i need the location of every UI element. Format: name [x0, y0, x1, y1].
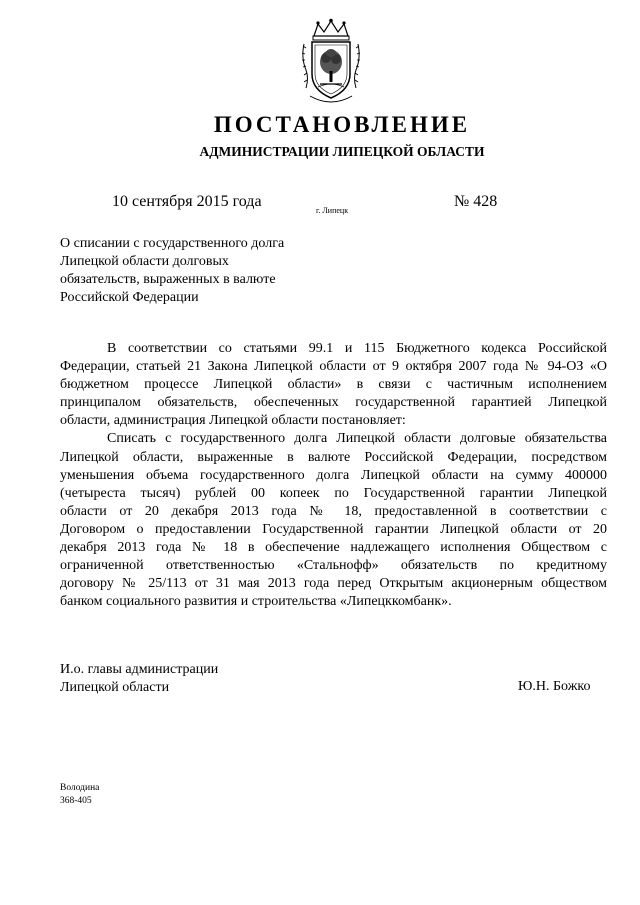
body-line: Договором о предоставлении Государственной гарантии Липецкой области от 20 [60, 521, 607, 537]
body-line: области от 20 декабря 2013 года № 18, предоставленной в соответствии с [60, 503, 607, 519]
signatory-position [60, 661, 218, 697]
executor-phone: 368-405 [60, 796, 92, 806]
body-line: декабря 2013 года № 18 в обеспечение надлежащего исполнения Обществом с [60, 540, 607, 556]
executor-name: Володина [60, 783, 100, 793]
document-number: № 428 [454, 193, 498, 210]
issuing-authority: АДМИНИСТРАЦИИ ЛИПЕЦКОЙ ОБЛАСТИ [199, 144, 485, 159]
body-line: бюджетном процессе Липецкой области» в связи с частичным исполнением [60, 377, 607, 393]
body-line: договору № 25/113 от 31 мая 2013 года перед Открытым акционерным обществом [60, 576, 607, 592]
body-line: (четыреста тысяч) рублей 00 копеек по Государственной гарантии Липецкой [60, 485, 607, 501]
document-city: г. Липецк [316, 206, 349, 215]
lipetsk-coat-of-arms-icon [300, 18, 362, 104]
executor-info [60, 782, 99, 808]
signatory-position-line: И.о. главы администрации [60, 662, 219, 677]
body-line: банком социального развития и строительства «Липецккомбанк». [60, 594, 452, 610]
signatory-position-line: Липецкой области [60, 680, 170, 695]
document-body [60, 340, 607, 611]
body-line: Липецкой области, выраженные в валюте Российской Федерации, посредством [60, 449, 607, 465]
document-subject [60, 235, 360, 307]
signatory-name: Ю.Н. Божко [518, 679, 591, 694]
subject-line: Российской Федерации [60, 290, 199, 305]
body-line: Федерации, статьей 21 Закона Липецкой области от 9 октября 2007 года № 94-ОЗ «О [60, 359, 607, 375]
body-line: области, администрация Липецкой области постановляет: [60, 413, 406, 429]
subject-line: обязательств, выраженных в валюте [60, 272, 276, 287]
subject-line: Липецкой области долговых [60, 254, 229, 269]
body-line: принципалом обязательств, обеспеченных государственной гарантией Липецкой [60, 395, 607, 411]
body-line: ограниченной ответственностью «Стальнофф» обязательств по кредитному [60, 558, 607, 574]
body-line: Списать с государственного долга Липецкой области долговые обязательства [107, 431, 607, 447]
subject-line: О списании с государственного долга [60, 236, 285, 251]
body-line: уменьшения объема государственного долга Липецкой области на сумму 400000 [60, 467, 607, 483]
document-title: ПОСТАНОВЛЕНИЕ [213, 112, 471, 137]
body-line: В соответствии со статьями 99.1 и 115 Бюджетного кодекса Российской [107, 341, 607, 356]
document-date: 10 сентября 2015 года [112, 193, 262, 210]
